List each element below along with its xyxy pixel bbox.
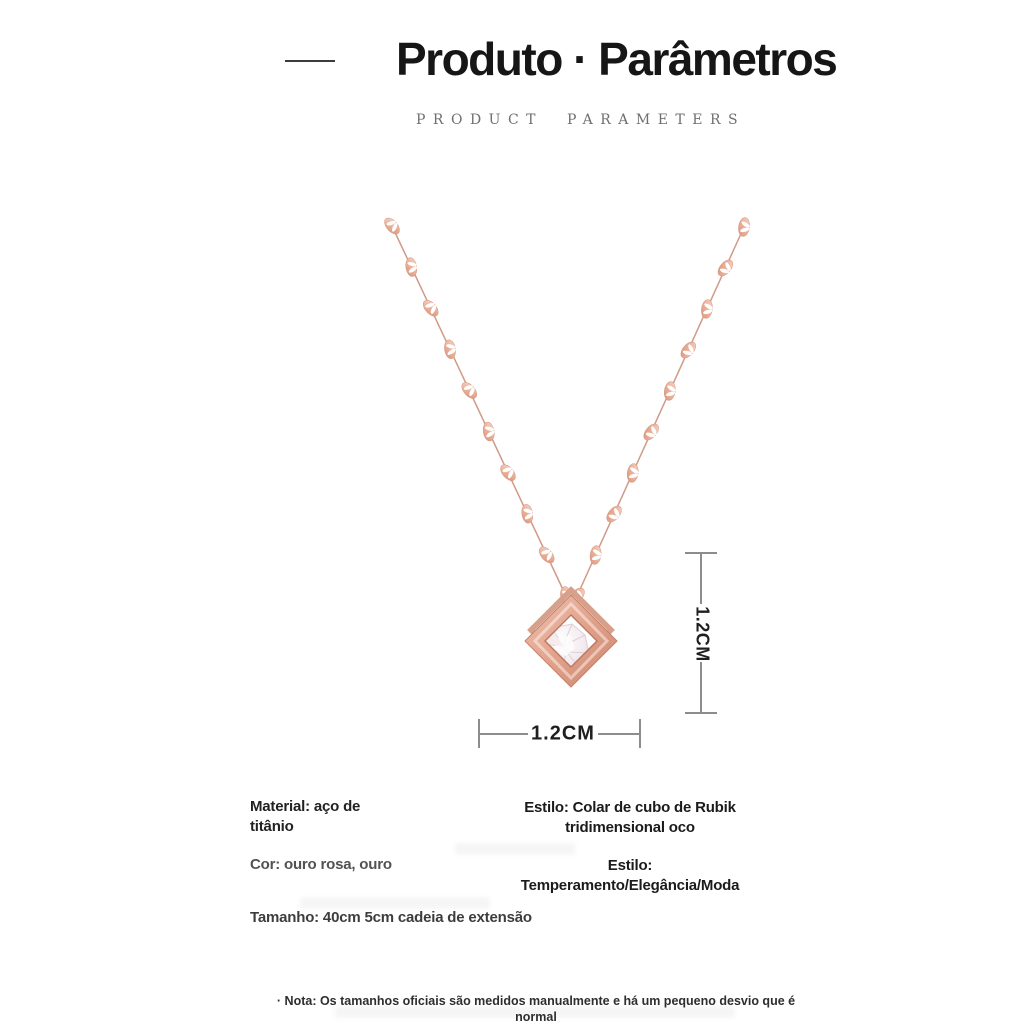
height-dimension-label: 1.2CM (692, 606, 713, 662)
spec-style1-line1: Estilo: Colar de cubo de Rubik (524, 799, 736, 816)
spec-material-line1: Material: aço de (250, 798, 361, 815)
spec-style2-line2: Temperamento/Elegância/Moda (520, 877, 740, 894)
page-subtitle: PRODUCT PARAMETERS (416, 112, 746, 128)
dimension-line (700, 553, 702, 604)
dimension-cap (685, 712, 717, 714)
dimension-line (480, 733, 528, 735)
measurement-note-line1: · Nota: Os tamanhos oficiais são medidos manualmente e há um pequeno desvio que é (276, 994, 796, 1008)
spec-style1-line2: tridimensional oco (565, 819, 695, 836)
spec-style-2 (482, 856, 778, 896)
dimension-cap (639, 719, 641, 748)
spec-size (250, 908, 570, 928)
chain-links (382, 215, 752, 608)
dimension-line (700, 662, 702, 712)
spec-material (250, 797, 480, 837)
spec-material-line2: titânio (250, 818, 294, 835)
spec-style2-line1: Estilo: (607, 857, 653, 874)
page-title: Produto · Parâmetros (396, 33, 837, 85)
spec-color (250, 855, 480, 875)
width-dimension-label: 1.2CM (531, 722, 595, 745)
spec-style-1 (482, 798, 778, 838)
measurement-note-line2: normal (515, 1010, 557, 1024)
spec-size-text: Tamanho: 40cm 5cm cadeia de extensão (250, 909, 532, 926)
spec-color-text: Cor: ouro rosa, ouro (250, 856, 392, 873)
pendant-hollow-cube (525, 590, 617, 687)
measurement-note (256, 993, 816, 1025)
dimension-line (598, 733, 640, 735)
